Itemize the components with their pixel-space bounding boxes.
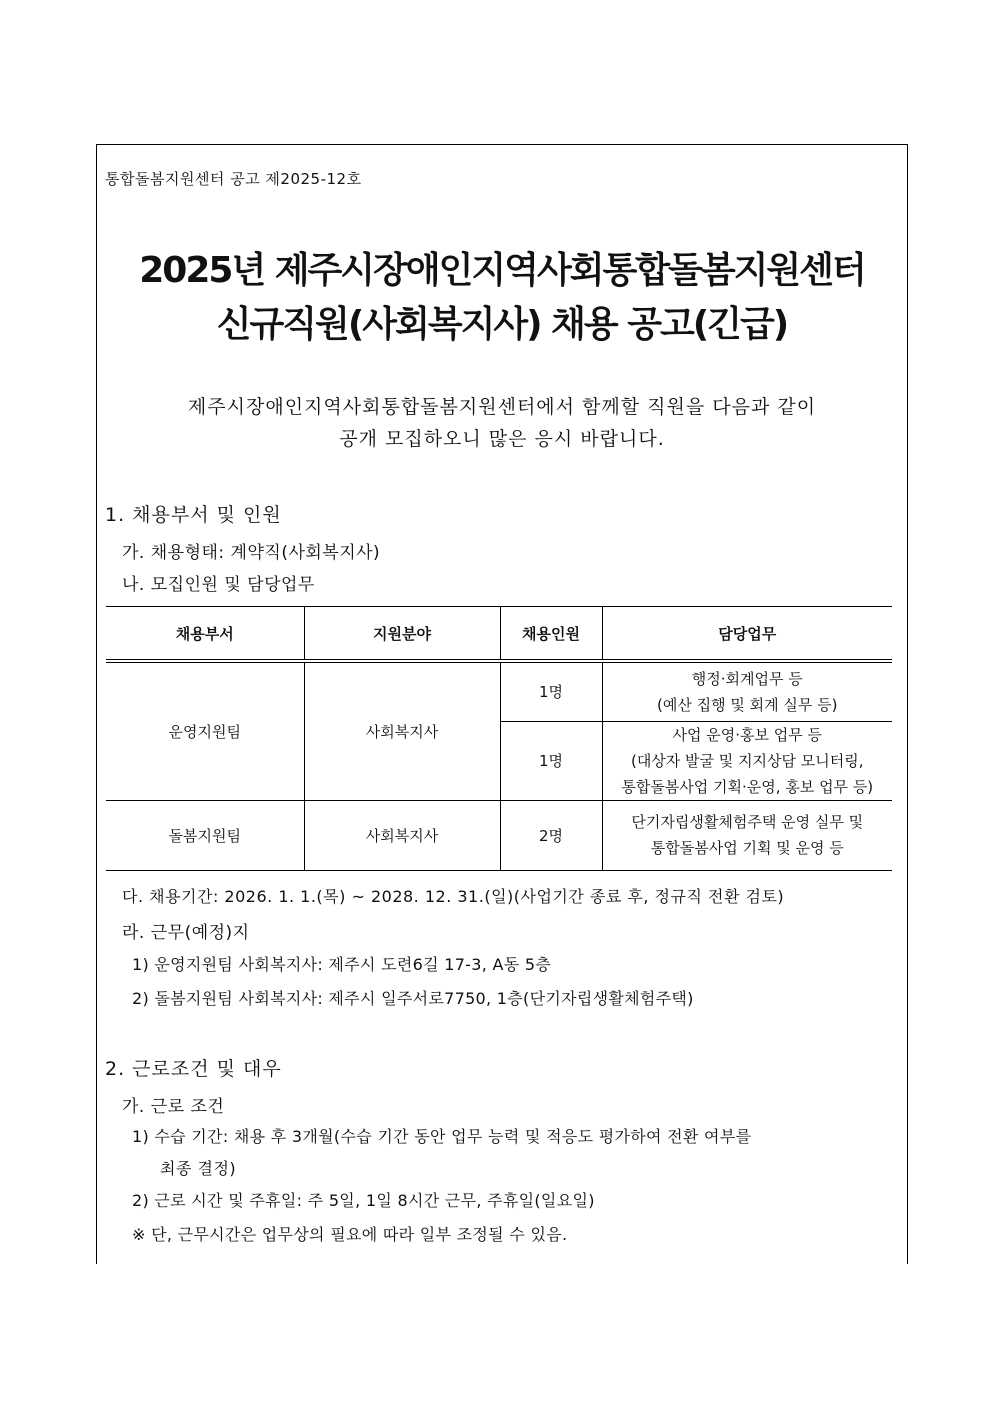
duty-line: (예산 집행 및 회계 실무 등)	[657, 695, 838, 714]
section-2-item-ga: 가. 근로 조건	[122, 1097, 225, 1117]
cell-dept: 운영지원팀	[106, 661, 304, 800]
note: ※ 단, 근무시간은 업무상의 필요에 따라 일부 조정될 수 있음.	[132, 1225, 568, 1244]
cell-count: 2명	[500, 800, 602, 870]
header-field: 지원분야	[304, 607, 500, 662]
title-line-1: 2025년 제주시장애인지역사회통합돌봄지원센터	[139, 250, 865, 291]
cell-count: 1명	[500, 661, 602, 721]
header-count: 채용인원	[500, 607, 602, 662]
section-1-heading: 1. 채용부서 및 인원	[105, 504, 282, 526]
duty-line: 행정·회계업무 등	[691, 669, 803, 688]
section-1-item-ra: 라. 근무(예정)지	[122, 923, 250, 943]
section-2-heading: 2. 근로조건 및 대우	[105, 1058, 282, 1080]
condition-1-line-1: 1) 수습 기간: 채용 후 3개월(수습 기간 동안 업무 능력 및 적응도 평가하여 전환 여부를	[132, 1127, 752, 1146]
duty-line: 사업 운영·홍보 업무 등	[672, 725, 822, 744]
condition-2: 2) 근로 시간 및 주휴일: 주 5일, 1일 8시간 근무, 주휴일(일요일)	[132, 1191, 595, 1210]
section-1-item-ga: 가. 채용형태: 계약직(사회복지사)	[122, 543, 381, 563]
intro-line-2: 공개 모집하오니 많은 응시 바랍니다.	[339, 428, 665, 450]
cell-field: 사회복지사	[304, 800, 500, 870]
table-row	[106, 800, 892, 870]
intro-line-1: 제주시장애인지역사회통합돌봄지원센터에서 함께할 직원을 다음과 같이	[187, 396, 817, 418]
section-1-item-na: 나. 모집인원 및 담당업무	[122, 575, 315, 595]
cell-duties	[602, 661, 892, 721]
table-row	[106, 661, 892, 721]
duty-line: 단기자립생활체험주택 운영 실무 및	[631, 813, 864, 831]
duty-line: 통합돌봄사업 기획·운영, 홍보 업무 등)	[621, 777, 874, 796]
table-header-row	[106, 607, 892, 662]
cell-dept: 돌봄지원팀	[106, 800, 304, 870]
title-line-2: 신규직원(사회복지사) 채용 공고(긴급)	[216, 304, 788, 345]
cell-field: 사회복지사	[304, 661, 500, 800]
notice-number: 통합돌봄지원센터 공고 제2025-12호	[105, 170, 362, 188]
duty-line: (대상자 발굴 및 지지상담 모니터링,	[630, 751, 864, 770]
duty-line: 통합돌봄사업 기획 및 운영 등	[650, 839, 844, 857]
condition-1-line-2: 최종 결정)	[160, 1159, 237, 1178]
header-duties: 담당업무	[602, 607, 892, 662]
cell-duties	[602, 721, 892, 800]
workplace-1: 1) 운영지원팀 사회복지사: 제주시 도련6길 17-3, A동 5층	[132, 955, 552, 974]
workplace-2: 2) 돌봄지원팀 사회복지사: 제주시 일주서로7750, 1층(단기자립생활체험주택)	[132, 989, 694, 1008]
recruitment-table	[106, 606, 892, 871]
cell-duties	[602, 800, 892, 870]
header-dept: 채용부서	[106, 607, 304, 662]
cell-count: 1명	[500, 721, 602, 800]
section-1-item-da: 다. 채용기간: 2026. 1. 1.(목) ~ 2028. 12. 31.(일)(사업기간 종료 후, 정규직 전환 검토)	[122, 887, 785, 906]
